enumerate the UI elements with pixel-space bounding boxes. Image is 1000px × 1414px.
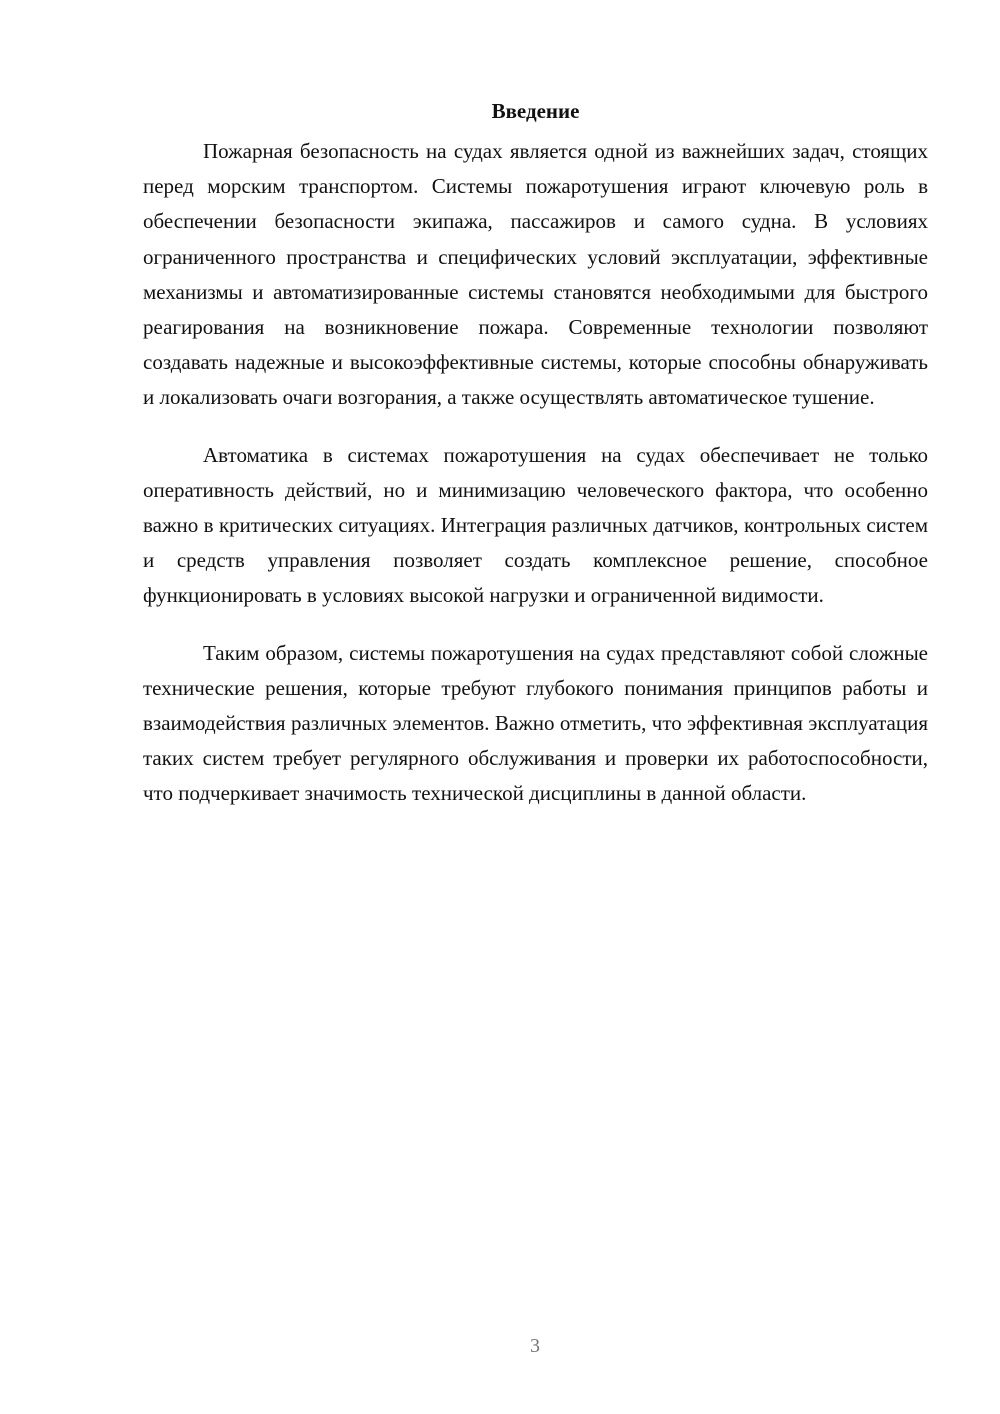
section-title: Введение [491, 99, 580, 123]
paragraph-1: Пожарная безопасность на судах является одной из важнейших задач, стоящих перед морским транспортом. Системы пожаротушения играют ключевую роль в обеспечении безопасности экипажа, пассажиров и самого судна. В условиях ограниченного пространства и специфических условий эксплуатации, эффективные механизмы и автоматизированные системы становятся необходимыми для быстрого реагирования на возникновение пожара. Современные технологии позволяют создавать надежные и высокоэффективные системы, которые способны обнаруживать и локализовать очаги возгорания, а также осуществлять автоматическое тушение. [143, 139, 928, 410]
paragraph-3: Таким образом, системы пожаротушения на судах представляют собой сложные технические решения, которые требуют глубокого понимания принципов работы и взаимодействия различных элементов. Важно отметить, что эффективная эксплуатация таких систем требует регулярного обслуживания и проверки их работоспособности, что подчеркивает значимость технической дисциплины в данной области. [143, 640, 928, 806]
paragraph-2: Автоматика в системах пожаротушения на судах обеспечивает не только оперативность действий, но и минимизацию человеческого фактора, что особенно важно в критических ситуациях. Интеграция различных датчиков, контрольных систем и средств управления позволяет создать комплексное решение, способное функционировать в условиях высокой нагрузки и ограниченной видимости. [143, 442, 928, 608]
page-content [143, 98, 928, 812]
page-number: 3 [530, 1335, 540, 1357]
